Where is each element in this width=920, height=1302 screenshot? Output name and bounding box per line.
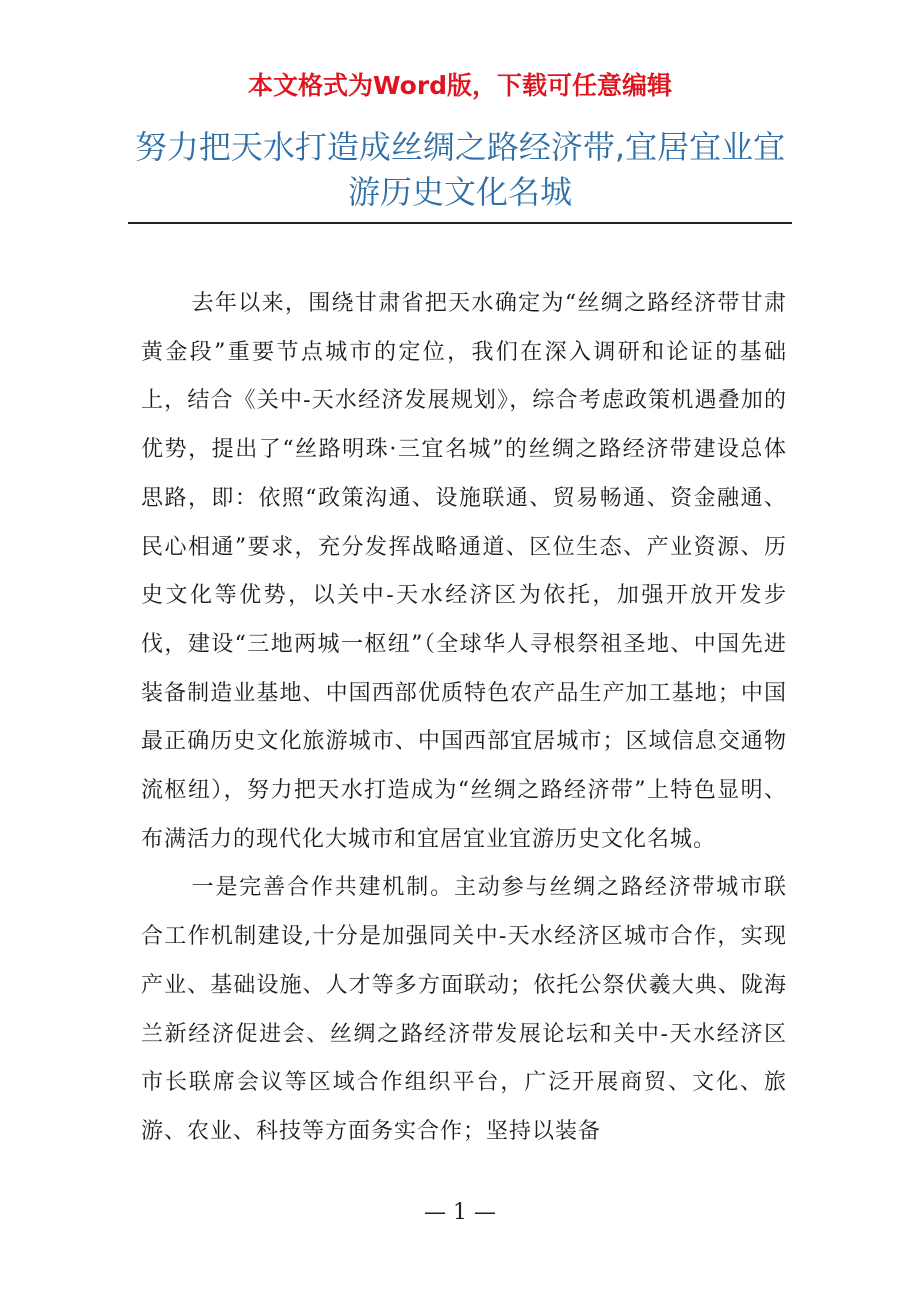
format-notice: 本文格式为Word版，下载可任意编辑	[247, 71, 673, 100]
document-body	[141, 280, 787, 1157]
document-title: 努力把天水打造成丝绸之路经济带,宜居宜业宜游历史文化名城	[134, 128, 786, 211]
paragraph-cooperation-mechanism: 一是完善合作共建机制。主动参与丝绸之路经济带城市联合工作机制建设,十分是加强同关中-天水经济区城市合作，实现产业、基础设施、人才等多方面联动；依托公祭伏羲大典、陇海兰新经济促进会、丝绸之路经济带发展论坛和关中-天水经济区市长联席会议等区域合作组织平台，广泛开展商贸、文化、旅游、农业、科技等方面务实合作；坚持以装备	[141, 875, 787, 1144]
title-divider	[128, 222, 792, 224]
paragraph-intro: 去年以来，围绕甘肃省把天水确定为“丝绸之路经济带甘肃黄金段”重要节点城市的定位，我们在深入调研和论证的基础上，结合《关中-天水经济发展规划》，综合考虑政策机遇叠加的优势，提出了“丝路明珠·三宜名城”的丝绸之路经济带建设总体思路，即：依照“政策沟通、设施联通、贸易畅通、资金融通、民心相通”要求，充分发挥战略通道、区位生态、产业资源、历史文化等优势，以关中-天水经济区为依托，加强开放开发步伐，建设“三地两城一枢纽”（全球华人寻根祭祖圣地、中国先进装备制造业基地、中国西部优质特色农产品生产加工基地；中国最正确历史文化旅游城市、中国西部宜居城市；区域信息交通物流枢纽），努力把天水打造成为“丝绸之路经济带”上特色显明、布满活力的现代化大城市和宜居宜业宜游历史文化名城。	[141, 291, 787, 852]
page-number: — 1 —	[424, 1200, 496, 1225]
